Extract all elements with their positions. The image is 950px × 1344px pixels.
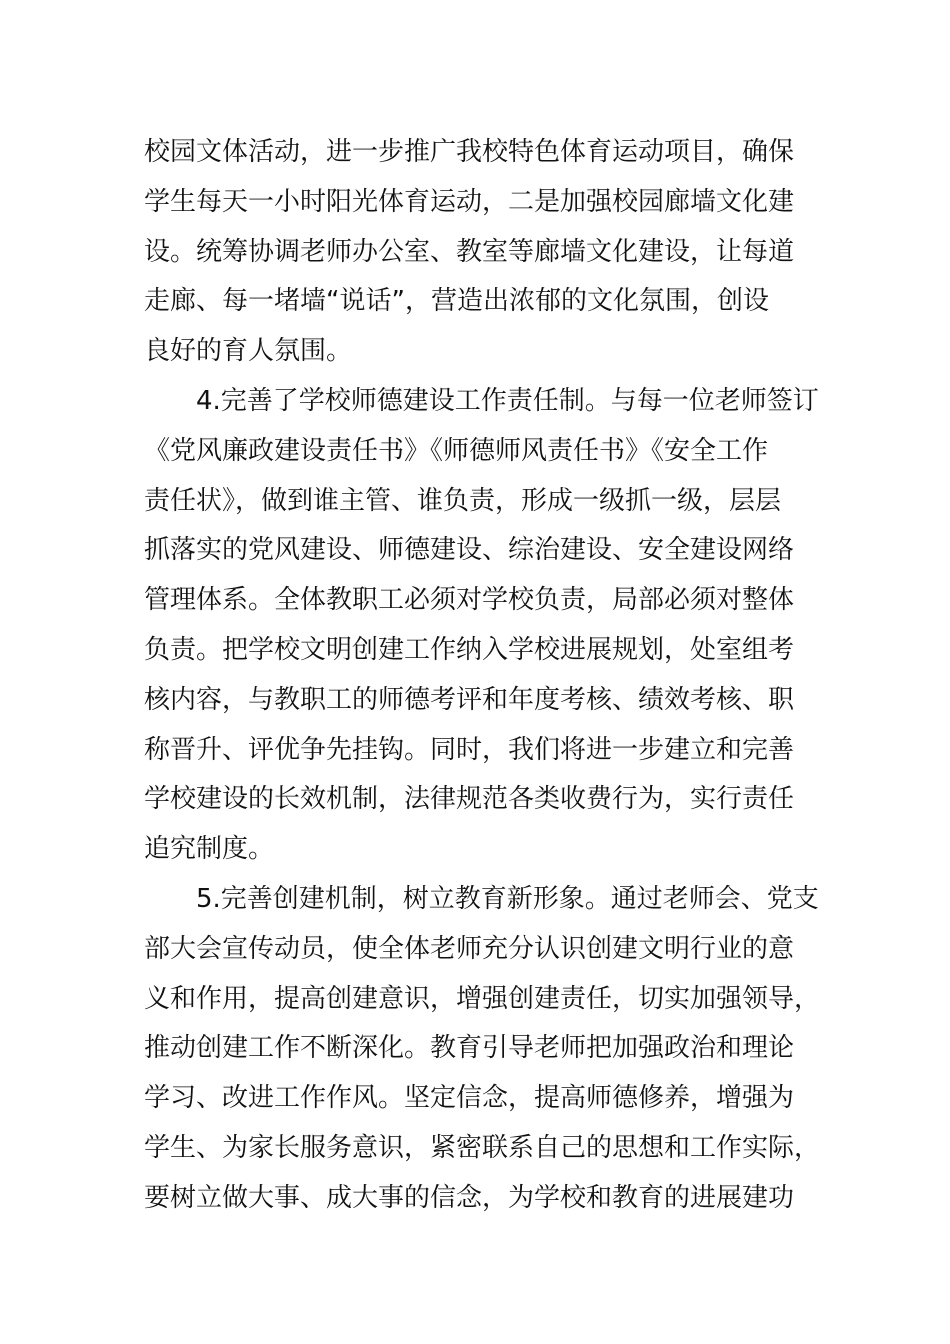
- text-line: 称晋升、评优争先挂钩。同时，我们将进一步建立和完善: [144, 734, 795, 765]
- text-line: 部大会宣传动员，使全体老师充分认识创建文明行业的意: [144, 933, 795, 964]
- text-line: 追究制度。: [144, 834, 275, 865]
- text-line: 负责。把学校文明创建工作纳入学校进展规划，处室组考: [144, 634, 795, 665]
- paragraph-5-first-line: 5.完善创建机制，树立教育新形象。通过老师会、党支: [196, 883, 819, 914]
- text-line: 《党风廉政建设责任书》《师德师风责任书》《安全工作: [144, 435, 769, 466]
- text-line: 责任状》，做到谁主管、谁负责，形成一级抓一级，层层: [144, 485, 782, 516]
- text-line: 学生每天一小时阳光体育运动，二是加强校园廊墙文化建: [144, 186, 795, 217]
- text-line: 要树立做大事、成大事的信念，为学校和教育的进展建功: [144, 1182, 795, 1213]
- text-line: 校园文体活动，进一步推广我校特色体育运动项目，确保: [144, 137, 795, 167]
- text-line: 走廊、每一堵墙“说话”，营造出浓郁的文化氛围，创设: [144, 286, 769, 317]
- paragraph-4-first-line: 4.完善了学校师德建设工作责任制。与每一位老师签订: [196, 385, 819, 416]
- text-line: 义和作用，提高创建意识，增强创建责任，切实加强领导，: [144, 983, 821, 1014]
- text-line: 核内容，与教职工的师德考评和年度考核、绩效考核、职: [144, 684, 795, 715]
- text-line: 学校建设的长效机制，法律规范各类收费行为，实行责任: [144, 784, 795, 815]
- text-line: 良好的育人氛围。: [144, 336, 353, 367]
- text-line: 学习、改进工作作风。坚定信念，提高师德修养，增强为: [144, 1083, 795, 1114]
- text-line: 管理体系。全体教职工必须对学校负责，局部必须对整体: [144, 585, 795, 616]
- text-line: 抓落实的党风建设、师德建设、综治建设、安全建设网络: [144, 535, 795, 566]
- text-line: 学生、为家长服务意识，紧密联系自己的思想和工作实际，: [144, 1132, 821, 1163]
- text-line: 设。统筹协调老师办公室、教室等廊墙文化建设，让每道: [144, 236, 795, 267]
- text-line: 推动创建工作不断深化。教育引导老师把加强政治和理论: [144, 1033, 795, 1064]
- document-body: [144, 128, 821, 1224]
